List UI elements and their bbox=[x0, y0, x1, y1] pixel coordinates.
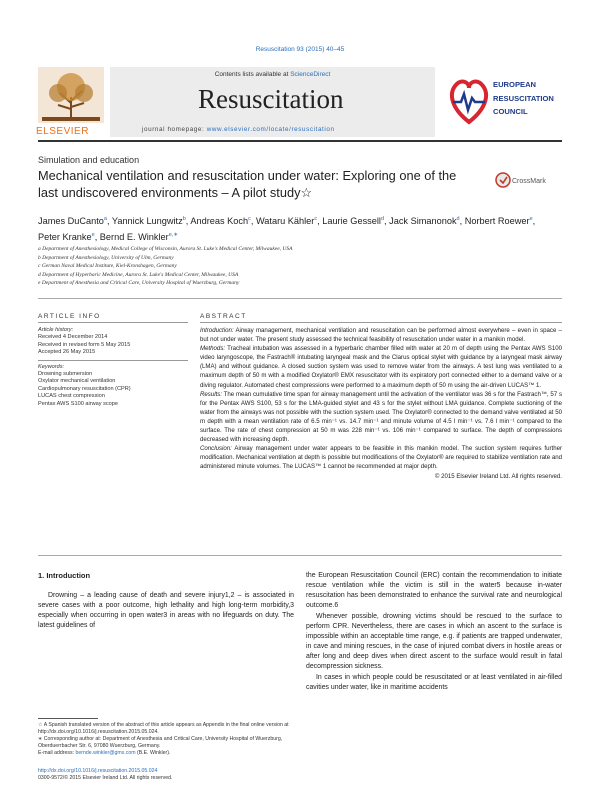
email-label: E-mail address: bbox=[38, 750, 76, 756]
erc-name bbox=[493, 78, 583, 119]
author-affiliation-marker: e bbox=[529, 216, 533, 222]
doi-link[interactable]: http://dx.doi.org/10.1016/j.resuscitation.2015.05.024 bbox=[38, 768, 158, 774]
abstract-methods bbox=[200, 344, 562, 389]
author-name: Yannick Lungwitz bbox=[111, 216, 183, 227]
history-received: Received 4 December 2014 bbox=[38, 334, 108, 341]
footnote-rule bbox=[38, 718, 98, 719]
abstract-results bbox=[200, 390, 562, 445]
journal-reference[interactable]: Resuscitation 93 (2015) 40–45 bbox=[255, 46, 345, 53]
email-suffix: (B.E. Winkler). bbox=[135, 750, 171, 756]
abstract-intro-text: Airway management, mechanical ventilation and resuscitation can be performed almost everywhere – even in space – but not under water. The present study assessed the technical feasibility of resuscitation under water in a manikin model. bbox=[200, 327, 562, 344]
author-name: Wataru Kähler bbox=[255, 216, 315, 227]
affiliation-e: e Department of Anesthesia and Critical Care, University Hospital of Wuerzburg, Germany bbox=[38, 280, 240, 287]
author-name: Peter Kranke bbox=[38, 232, 92, 243]
history-label: Article history: bbox=[38, 327, 74, 333]
abstract-results-text: The mean cumulative time span for airway management until the activation of the ventilator was 36 s for the Fastrach™, 57 s for the Pentax AWS S100, 53 s for the LMA-guided stylet and 43 s for the stylet without LMA guidance. Complete suctioning of the water from the airways was not possible with the suction system used. The Oxylator® connected to the demand valve ventilated at 50 m depth with a mean ventilation rate of 6.5 min⁻¹ vs. 14.7 min⁻¹ and minute volume of 4.5 l min⁻¹ vs. 7.6 l min⁻¹ compared to the surface. The rate of chest compression at 50 m was 228 min⁻¹ vs. 106 min⁻¹ compared to surface. The depth of compressions decreased with increasing depth. bbox=[200, 390, 562, 444]
author-name: Norbert Roewer bbox=[464, 216, 530, 227]
erc-line-1: EUROPEAN bbox=[493, 80, 537, 89]
affiliations bbox=[38, 245, 558, 288]
affiliation-a: a Department of Anesthesiology, Medical College of Wisconsin, Aurora St. Luke's Medical Center, Milwaukee, USA bbox=[38, 246, 293, 252]
author-affiliation-marker: c bbox=[248, 216, 251, 222]
author-name: Andreas Koch bbox=[190, 216, 249, 227]
intro-paragraph-2: Whenever possible, drowning victims should be rescued to the surface to perform CPR. Nevertheless, there are cases in which an ascent to the surface is impossible within an acceptable time range, e.g. if patients are trapped underwater, in cave and mining rescues, in the case of injured combat divers in hostile areas or after long and deep dives when direct ascent to the surface would result in fatal decompression sickness. bbox=[306, 613, 562, 670]
keyword: LUCAS chest compression bbox=[38, 393, 105, 400]
doi-block bbox=[38, 768, 294, 782]
footnote-corresponding: ∗ Corresponding author at: Department of Anesthesia and Critical Care, University Hospital of Wuerzburg, Oberduerrbacher Str. 6, 97080 Wuerzburg, Germany. bbox=[38, 736, 283, 749]
erc-heart-logo bbox=[447, 72, 491, 126]
keyword: Drowning submersion bbox=[38, 371, 93, 378]
author-affiliation-marker: d bbox=[380, 216, 385, 222]
author-affiliation-marker: e bbox=[91, 232, 95, 239]
author-affiliation-marker: d bbox=[456, 216, 460, 222]
keywords-label: Keywords: bbox=[38, 363, 65, 370]
journal-title: Resuscitation bbox=[198, 84, 344, 114]
author-affiliation-marker: e,∗ bbox=[168, 232, 178, 239]
footnotes bbox=[38, 722, 294, 757]
author-name: Laurie Gessell bbox=[322, 216, 381, 227]
issn-line: 0300-9572/© 2015 Elsevier Ireland Ltd. All rights reserved. bbox=[38, 775, 173, 781]
history-revised: Received in revised form 5 May 2015 bbox=[38, 341, 131, 348]
article-info bbox=[38, 327, 188, 408]
contents-line bbox=[110, 71, 435, 78]
homepage-url-link[interactable]: www.elsevier.com/locate/resuscitation bbox=[206, 126, 335, 133]
homepage-label: journal homepage: bbox=[142, 126, 207, 133]
abstract-conclusion-text: Airway management under water appears to be feasible in this manikin model. The suction system requires further modification. Mechanical ventilation at depth is possible but modifications of the Oxylator® are required to stabilize ventilation rate and administered minute volumes. The LUCAS™ 1 cannot be recommended at major depth. bbox=[200, 445, 562, 471]
body-left-column bbox=[38, 571, 294, 632]
abstract-conclusion bbox=[200, 444, 562, 471]
sciencedirect-link[interactable]: ScienceDirect bbox=[290, 71, 331, 78]
intro-paragraph-continued: the European Resuscitation Council (ERC) contain the recommendation to initiate rescue ventilation while the victim is still in the water5 because in-water resuscitation has been demonstrated to enhance the survival rate and neurological outcome.6 bbox=[306, 572, 562, 609]
introduction-heading: 1. Introduction bbox=[38, 571, 91, 580]
author-affiliation-marker: b bbox=[182, 216, 186, 222]
article-info-rule bbox=[38, 322, 188, 323]
intro-paragraph-3: In cases in which people could be resuscitated or at least ventilated in air-filled cavities under water, like in maritime accidents bbox=[306, 674, 562, 691]
abstract-rule bbox=[200, 322, 562, 323]
header-divider bbox=[38, 140, 562, 142]
body-text-right bbox=[306, 571, 562, 693]
footnote-email bbox=[38, 750, 294, 757]
erc-line-2: RESUSCITATION bbox=[493, 93, 554, 103]
author-list: James DuCanto$^a$, Yannick Lungwitz$^b$, Andreas Koch$^c$, Wataru Kähler$^c$, Laurie Gessell$^d$, Jack Simanonok$^d$, Norbert Roewer$^e$, Peter Kranke$^e$, Bernd E. Winkler$^{e,∗}$ bbox=[38, 216, 536, 243]
abstract-results-label: Results: bbox=[200, 390, 223, 398]
author-name: Jack Simanonok bbox=[389, 216, 457, 227]
keyword: Pentax AWS S100 airway scope bbox=[38, 400, 119, 407]
affiliation-d: d Department of Hyperbaric Medicine, Aurora St. Luke's Medical Center, Milwaukee, USA bbox=[38, 271, 239, 278]
abstract-divider bbox=[38, 555, 562, 556]
abstract-methods-text: Tracheal intubation was assessed in a hyperbaric chamber filled with water at 20 m of depth using the Pentax AWS S100 video laryngoscope, the Fastrach® intubating laryngeal mask and the Clarus optical stylet with guidance by a laryngeal mask airway (LMA) and without guidance. A closed suction system was used to remove water from the airways. A test lung was ventilated to a maximum depth of 50 m with a modified Oxylator® EMX resuscitator with its expiratory port connected either to a demand valve or a diving regulator. Automated chest compressions were performed to a maximum depth of 50 m using the air-driven LUCAS™ 1. bbox=[200, 345, 562, 389]
affiliation-c: c German Naval Medical Institute, Kiel-Kronshagen, Germany bbox=[38, 263, 177, 270]
article-title: Mechanical ventilation and resuscitation under water: Exploring one of the last undiscovered environments – A pilot study☆ bbox=[38, 168, 457, 200]
keyword: Oxylator mechanical ventilation bbox=[38, 378, 116, 385]
article-info-heading: ARTICLE INFO bbox=[38, 313, 101, 320]
contents-prefix: Contents lists available at bbox=[214, 71, 291, 78]
crossmark-label: CrossMark bbox=[512, 178, 546, 185]
abstract-conclusion-label: Conclusion: bbox=[200, 445, 232, 453]
article-info-divider bbox=[38, 360, 188, 361]
journal-homepage bbox=[142, 126, 335, 133]
abstract-heading: ABSTRACT bbox=[200, 313, 247, 320]
intro-paragraph-1: Drowning – a leading cause of death and severe injury1,2 – is associated in severe cases with a poor outcome, high lethality and high long-term morbidity,3 especially when occurring in open water3 in areas with no lifeguards on duty. The latest guidelines of bbox=[38, 592, 294, 629]
author-name: James DuCanto bbox=[38, 216, 104, 227]
history-accepted: Accepted 26 May 2015 bbox=[38, 349, 96, 356]
author-name: Bernd E. Winkler bbox=[99, 232, 169, 243]
section-label: Simulation and education bbox=[38, 155, 140, 165]
publisher-name: ELSEVIER bbox=[36, 126, 89, 137]
email-link[interactable]: bernde.winkler@gmx.com bbox=[75, 750, 136, 756]
abstract-body bbox=[200, 326, 562, 481]
author-affiliation-marker: c bbox=[314, 216, 318, 222]
author-affiliation-marker: a bbox=[103, 216, 107, 222]
abstract-introduction bbox=[200, 326, 562, 344]
crossmark-icon[interactable] bbox=[495, 172, 555, 188]
abstract-methods-label: Methods: bbox=[200, 345, 226, 353]
body-text-left bbox=[38, 591, 294, 631]
body-right-column bbox=[306, 571, 562, 694]
erc-line-3: COUNCIL bbox=[493, 107, 528, 116]
affiliation-divider bbox=[38, 298, 562, 299]
abstract-intro-label: Introduction: bbox=[200, 327, 234, 334]
abstract-copyright: © 2015 Elsevier Ireland Ltd. All rights reserved. bbox=[434, 472, 562, 480]
affiliation-b: b Department of Anesthesiology, University of Ulm, Germany bbox=[38, 254, 174, 261]
footnote-star: ☆ A Spanish translated version of the abstract of this article appears as Appendix in the final online version at http://dx.doi.org/10.1016/j.resuscitation.2015.05.024. bbox=[38, 722, 289, 735]
keyword: Cardiopulmonary resuscitation (CPR) bbox=[38, 385, 131, 392]
